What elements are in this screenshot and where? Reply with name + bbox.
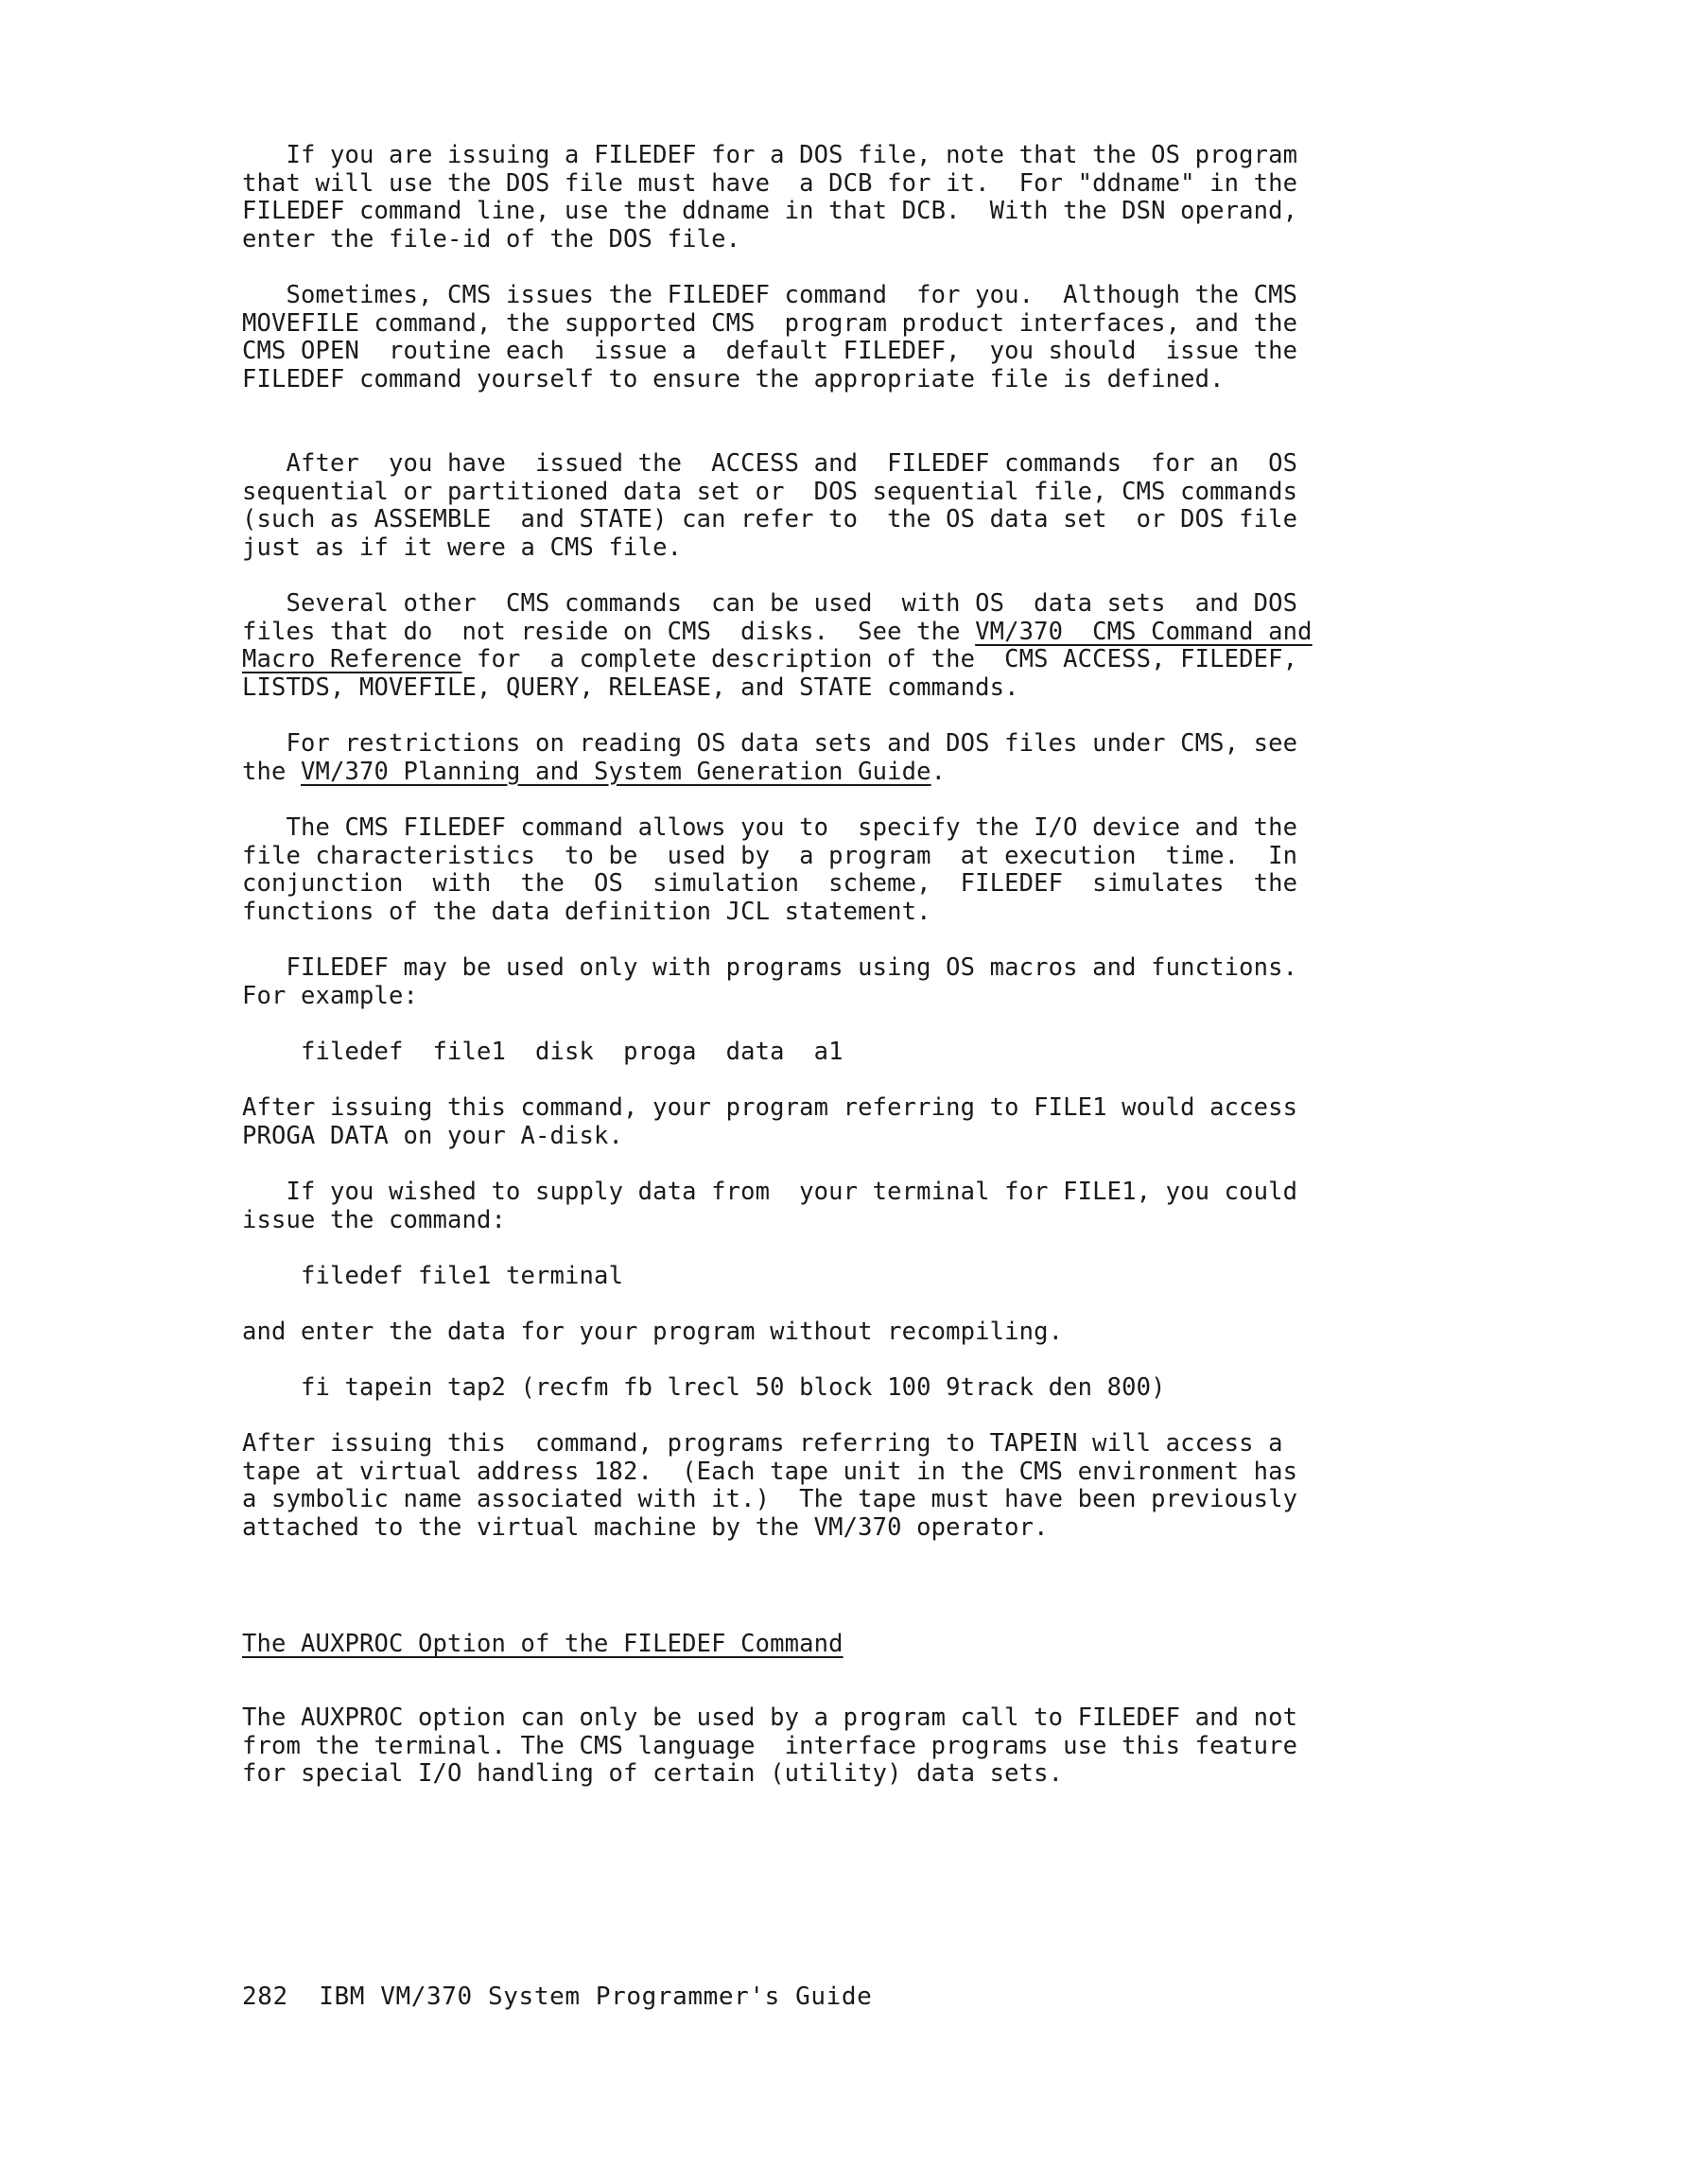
paragraph-text: For restrictions on reading OS data sets and DOS files under CMS, see the (242, 729, 1298, 786)
paragraph-auxproc: The AUXPROC option can only be used by a program call to FILEDEF and not from the terminal. The CMS language interface programs use this feature for special I/O handling of certain (utility) data sets. (242, 1704, 1298, 1788)
paragraph-text: Several other CMS commands can be used with OS data sets and DOS files that do not reside on CMS disks. See the (242, 589, 1298, 646)
paragraph-text: . (930, 757, 947, 786)
paragraph-text: for a complete description of the CMS ACCESS, FILEDEF, LISTDS, MOVEFILE, QUERY, RELEASE, and STATE commands. (242, 645, 1298, 702)
paragraph-several-commands (242, 590, 1313, 702)
paragraph-dos-filedef: If you are issuing a FILEDEF for a DOS file, note that the OS program that will use the DOS file must have a DCB for it. For "ddname" in the FILEDEF command line, use the ddname in that DCB. With the DSN operand, enter the file-id of the DOS file. (242, 141, 1298, 253)
publication-reference-planning-guide: VM/370 Planning and System Generation Guide (301, 757, 931, 786)
code-example-terminal: filedef file1 terminal (242, 1262, 624, 1290)
code-example-tape: fi tapein tap2 (recfm fb lrecl 50 block 100 9track den 800) (242, 1373, 1166, 1402)
paragraph-after-issuing-tape: After issuing this command, programs referring to TAPEIN will access a tape at virtual address 182. (Each tape unit in the CMS environment has a symbolic name associated with it.) The tape must have been previously attached to the virtual machine by the VM/370 operator. (242, 1429, 1298, 1542)
paragraph-filedef-description: The CMS FILEDEF command allows you to specify the I/O device and the file characteristics to be used by a program at execution time. In conjunction with the OS simulation scheme, FILEDEF simulates the functions of the data definition JCL statement. (242, 813, 1298, 926)
paragraph-after-access: After you have issued the ACCESS and FILEDEF commands for an OS sequential or partitioned data set or DOS sequential file, CMS commands (such as ASSEMBLE and STATE) can refer to the OS data set or DOS file just as if it were a CMS file. (242, 449, 1298, 562)
publication-reference-cms-command: VM/370 CMS Command and Macro Reference (242, 617, 1313, 673)
paragraph-enter-data: and enter the data for your program without recompiling. (242, 1318, 1064, 1346)
paragraph-filedef-usage: FILEDEF may be used only with programs using OS macros and functions. For example: (242, 953, 1298, 1010)
paragraph-sometimes-cms: Sometimes, CMS issues the FILEDEF command for you. Although the CMS MOVEFILE command, the supported CMS program product interfaces, and the CMS OPEN routine each issue a default FILEDEF, you should issue the FILEDEF command yourself to ensure the appropriate file is defined. (242, 281, 1298, 393)
code-example-disk: filedef file1 disk proga data a1 (242, 1038, 844, 1066)
page-footer: 282 IBM VM/370 System Programmer's Guide (242, 1983, 873, 2011)
paragraph-restrictions (242, 730, 1297, 786)
section-heading: The AUXPROC Option of the FILEDEF Command (242, 1630, 844, 1658)
paragraph-terminal-data: If you wished to supply data from your terminal for FILE1, you could issue the command: (242, 1178, 1298, 1234)
paragraph-after-issuing-disk: After issuing this command, your program referring to FILE1 would access PROGA DATA on your A-disk. (242, 1093, 1298, 1150)
